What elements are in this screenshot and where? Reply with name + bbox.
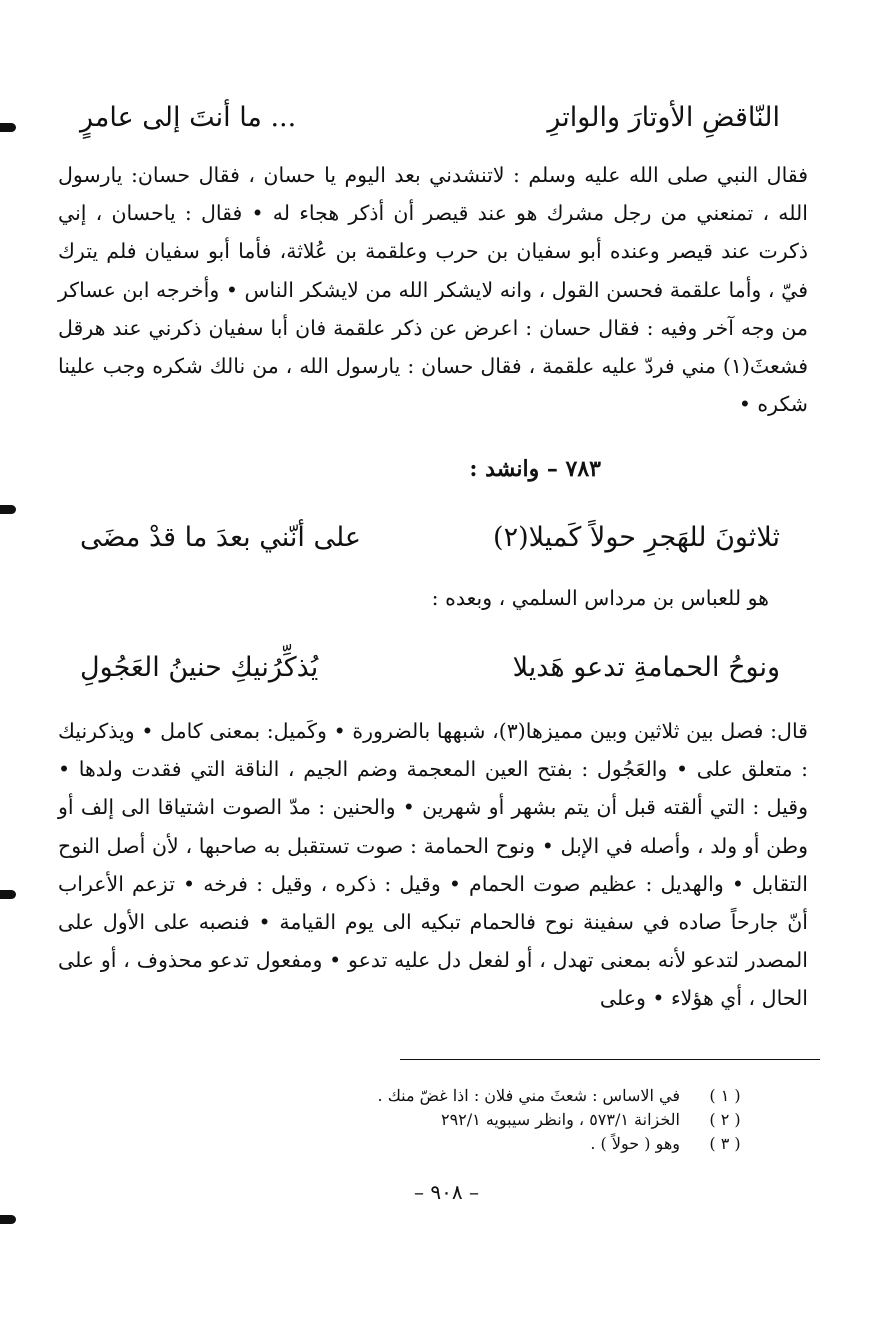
paragraph-1-text: فقال النبي صلى الله عليه وسلم : لاتنشدني بعد اليوم يا حسان ، فقال حسان: يارسول الله ، تمنعني من رجل مشرك هو عند قيصر أن أذكر هجاء له • فقال : ياحسان ، إني ذكرت عند قيصر وعنده أبو سفيان بن حرب وعلقمة بن عُلاثة، فأما أبو سفيان فلم يترك فيّ ، وأما علقمة فحسن القول ، وانه لايشكر الله من لايشكر الناس • وأخرجه ابن عساكر من وجه آخر وفيه : فقال حسان : اعرض عن ذكر علقمة فان أبا سفيان ذكرني عند هرقل فشعثَ(١) مني فردّ عليه علقمة ، فقال حسان : يارسول الله ، من نالك شكره وجب علينا شكره • <box>58 163 808 417</box>
verse-2-hemistich-right: على أنّني بعدَ ما قدْ مضَى <box>80 521 361 553</box>
paragraph-2 <box>58 712 808 1018</box>
verse-intro: هو للعباس بن مرداس السلمي ، وبعده : <box>431 586 769 610</box>
verse-1 <box>80 92 780 142</box>
page-number: – ٩٠٨ – <box>414 1180 479 1204</box>
entry-heading: ٧٨٣ – وانشد : <box>469 456 601 482</box>
margin-mark <box>0 890 16 899</box>
footnote <box>210 1084 750 1108</box>
footnote <box>210 1132 750 1156</box>
verse-2-hemistich-left: ثلاثونَ للهَجرِ حولاً كَميلا(٢) <box>493 521 780 553</box>
footnote-number: ( ٣ ) <box>709 1134 741 1153</box>
paragraph-2-text: قال: فصل بين ثلاثين وبين مميزها(٣)، شبهها بالضرورة • وكَميل: بمعنى كامل • ويذكرنيك : متعلق على • والعَجُول : بفتح العين المعجمة وضم الجيم ، الناقة التي فقدت ولدها • وقيل : التي ألقته قبل أن يتم بشهر أو شهرين • والحنين : مدّ الصوت اشتياقا الى إلف أو وطن أو ولد ، وأصله في الإبل • ونوح الحمامة : صوت تستقبل به صاحبها ، لأن أصل النوح التقابل • والهديل : عظيم صوت الحمام • وقيل : ذكره ، وقيل : فرخه • تزعم الأعراب أنّ جارحاً صاده في سفينة نوح فالحمام تبكيه الى يوم القيامة • فنصبه على الأول على المصدر لتدعو لأنه بمعنى تهدل ، أو لفعل دل عليه تدعو • ومفعول تدعو محذوف ، أو على الحال ، أي هؤلاء • وعلى <box>58 719 808 1011</box>
verse-1-hemistich-right: ... ما أنتَ إلى عامرٍ <box>80 101 297 133</box>
margin-mark <box>0 1215 16 1224</box>
verse-3-hemistich-left: ونوحُ الحمامةِ تدعو هَديلا <box>512 651 780 683</box>
footnotes <box>210 1084 750 1156</box>
verse-3 <box>80 642 780 692</box>
margin-mark <box>0 505 16 514</box>
verse-1-hemistich-left: النّاقضِ الأوتارَ والواترِ <box>547 101 780 133</box>
footnote <box>210 1108 750 1132</box>
footnote-number: ( ٢ ) <box>709 1110 741 1129</box>
paragraph-1 <box>58 156 808 423</box>
footnote-number: ( ١ ) <box>709 1086 741 1105</box>
footnote-text: الخزانة ٥٧٣/١ ، وانظر سيبويه ٢٩٢/١ <box>440 1110 680 1129</box>
footnote-divider <box>400 1059 820 1060</box>
verse-3-hemistich-right: يُذكِّرُنيكِ حنينُ العَجُولِ <box>80 651 319 683</box>
footnote-text: وهو ( حولاً ) . <box>590 1134 680 1153</box>
verse-2 <box>80 512 780 562</box>
margin-mark <box>0 123 16 132</box>
footnote-text: في الاساس : شعثَ مني فلان : اذا غضّ منك . <box>377 1086 680 1105</box>
